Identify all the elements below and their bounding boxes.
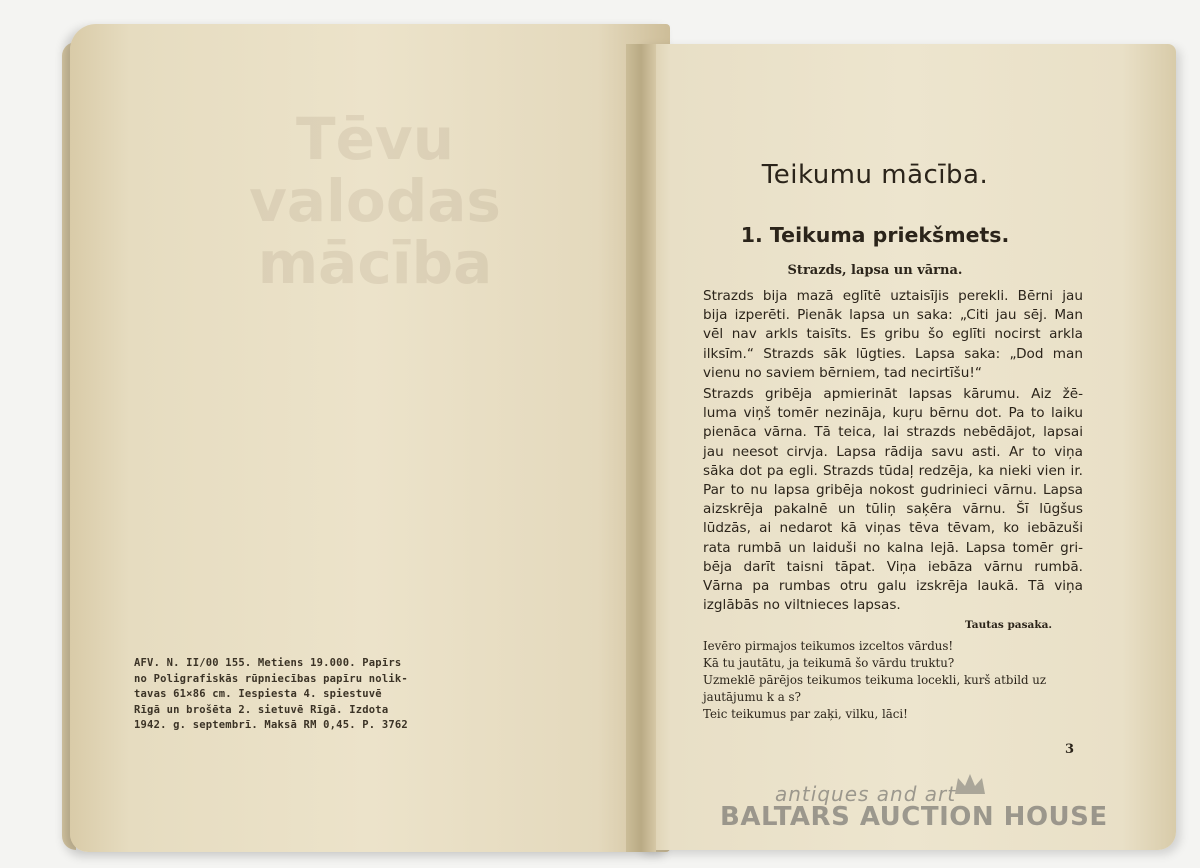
exercise-line: Teic teikumus par zaķi, vilku, lāci! [703, 707, 908, 721]
exercise-line: Kā tu jautātu, ja teikumā šo vārdu truktu? [703, 656, 955, 670]
story-line: Par to nu lapsa gribēja nokost gudrinieci vārnu. Lapsa [703, 482, 1083, 499]
story-line: luma viņš tomēr nezināja, kuŗu bērnu dot. Pa to laiku [703, 405, 1083, 422]
section-title: 1. Teikuma priekšmets. [740, 223, 1010, 247]
imprint-line: no Poligrafiskās rūpniecības papīru nolik- [134, 672, 408, 685]
imprint-line: 1942. g. septembrī. Maksā RM 0,45. P. 3762 [134, 719, 408, 732]
watermark-brand: BALTARS AUCTION HOUSE [720, 802, 1108, 832]
story-line: jau neesot cirvja. Lapsa rādija savu asti. Ar to viņa [703, 443, 1083, 460]
chapter-title: Teikumu mācība. [761, 160, 989, 190]
imprint-line: Rīgā un brošēta 2. sietuvē Rīgā. Izdota [134, 703, 389, 716]
story-title: Strazds, lapsa un vārna. [787, 263, 963, 278]
imprint-line: AFV. N. II/00 155. Metiens 19.000. Papīrs [134, 657, 402, 669]
story-line: bēja darīt taisni tāpat. Viņa iebāza vārnu rumbā. [703, 558, 1083, 575]
story-line: ilksīm.“ Strazds sāk lūgties. Lapsa saka: „Dod man [703, 345, 1083, 362]
story-line: aizskrēja pakalnē un tūliņ saķēra vārnu. Šī lūgšus [703, 501, 1083, 518]
watermark-tagline: antiques and art [775, 782, 957, 806]
exercise-list [703, 638, 1083, 723]
story-line: vienu no saviem bērniem, tad necirtīšu!“ [703, 364, 982, 381]
story-line: Vārna pa rumbas otru galu izskrēja laukā. Tā viņa [703, 578, 1083, 595]
page-number: 3 [1065, 742, 1075, 757]
imprint-line: tavas 61×86 cm. Iespiesta 4. spiestuvē [134, 688, 382, 701]
exercise-line: Uzmeklē pārējos teikumos teikuma locekli, kurš atbild uz [703, 673, 1047, 687]
story-source: Tautas pasaka. [965, 619, 1053, 631]
story-line: bija izperēti. Pienāk lapsa un saka: „Citi jau sēj. Man [703, 307, 1083, 324]
crown-icon [952, 770, 988, 800]
story-text [703, 287, 1083, 615]
bleed-through-title: Tēvu valodas mācība [249, 105, 501, 297]
story-line: pienāca vārna. Tā teica, lai strazds nebēdājot, lapsai [703, 424, 1083, 441]
imprint-block [134, 656, 408, 734]
story-line: Strazds gribēja apmierināt lapsas kārumu. Aiz žē- [703, 386, 1083, 403]
story-line: rata rumbā un laiduši no kalna lejā. Lapsa tomēr gri- [703, 539, 1083, 556]
story-line: izglābās no viltnieces lapsas. [703, 597, 901, 614]
story-line: lūdzās, ai nedarot kā viņas tēva tēvam, ko iebāzuši [703, 520, 1083, 537]
story-line: Strazds bija mazā eglītē uztaisījis perekli. Bērni jau [703, 288, 1083, 304]
exercise-line: jautājumu k a s? [703, 690, 801, 704]
story-line: vēl nav arkls taisīts. Es gribu šo eglīti nocirst arkla [703, 326, 1083, 343]
story-line: sāka dot pa egli. Strazds tūdaļ redzēja, ka nieki vien ir. [703, 462, 1083, 479]
book-spine [626, 44, 656, 852]
exercise-line: Ievēro pirmajos teikumos izceltos vārdus! [703, 639, 954, 653]
